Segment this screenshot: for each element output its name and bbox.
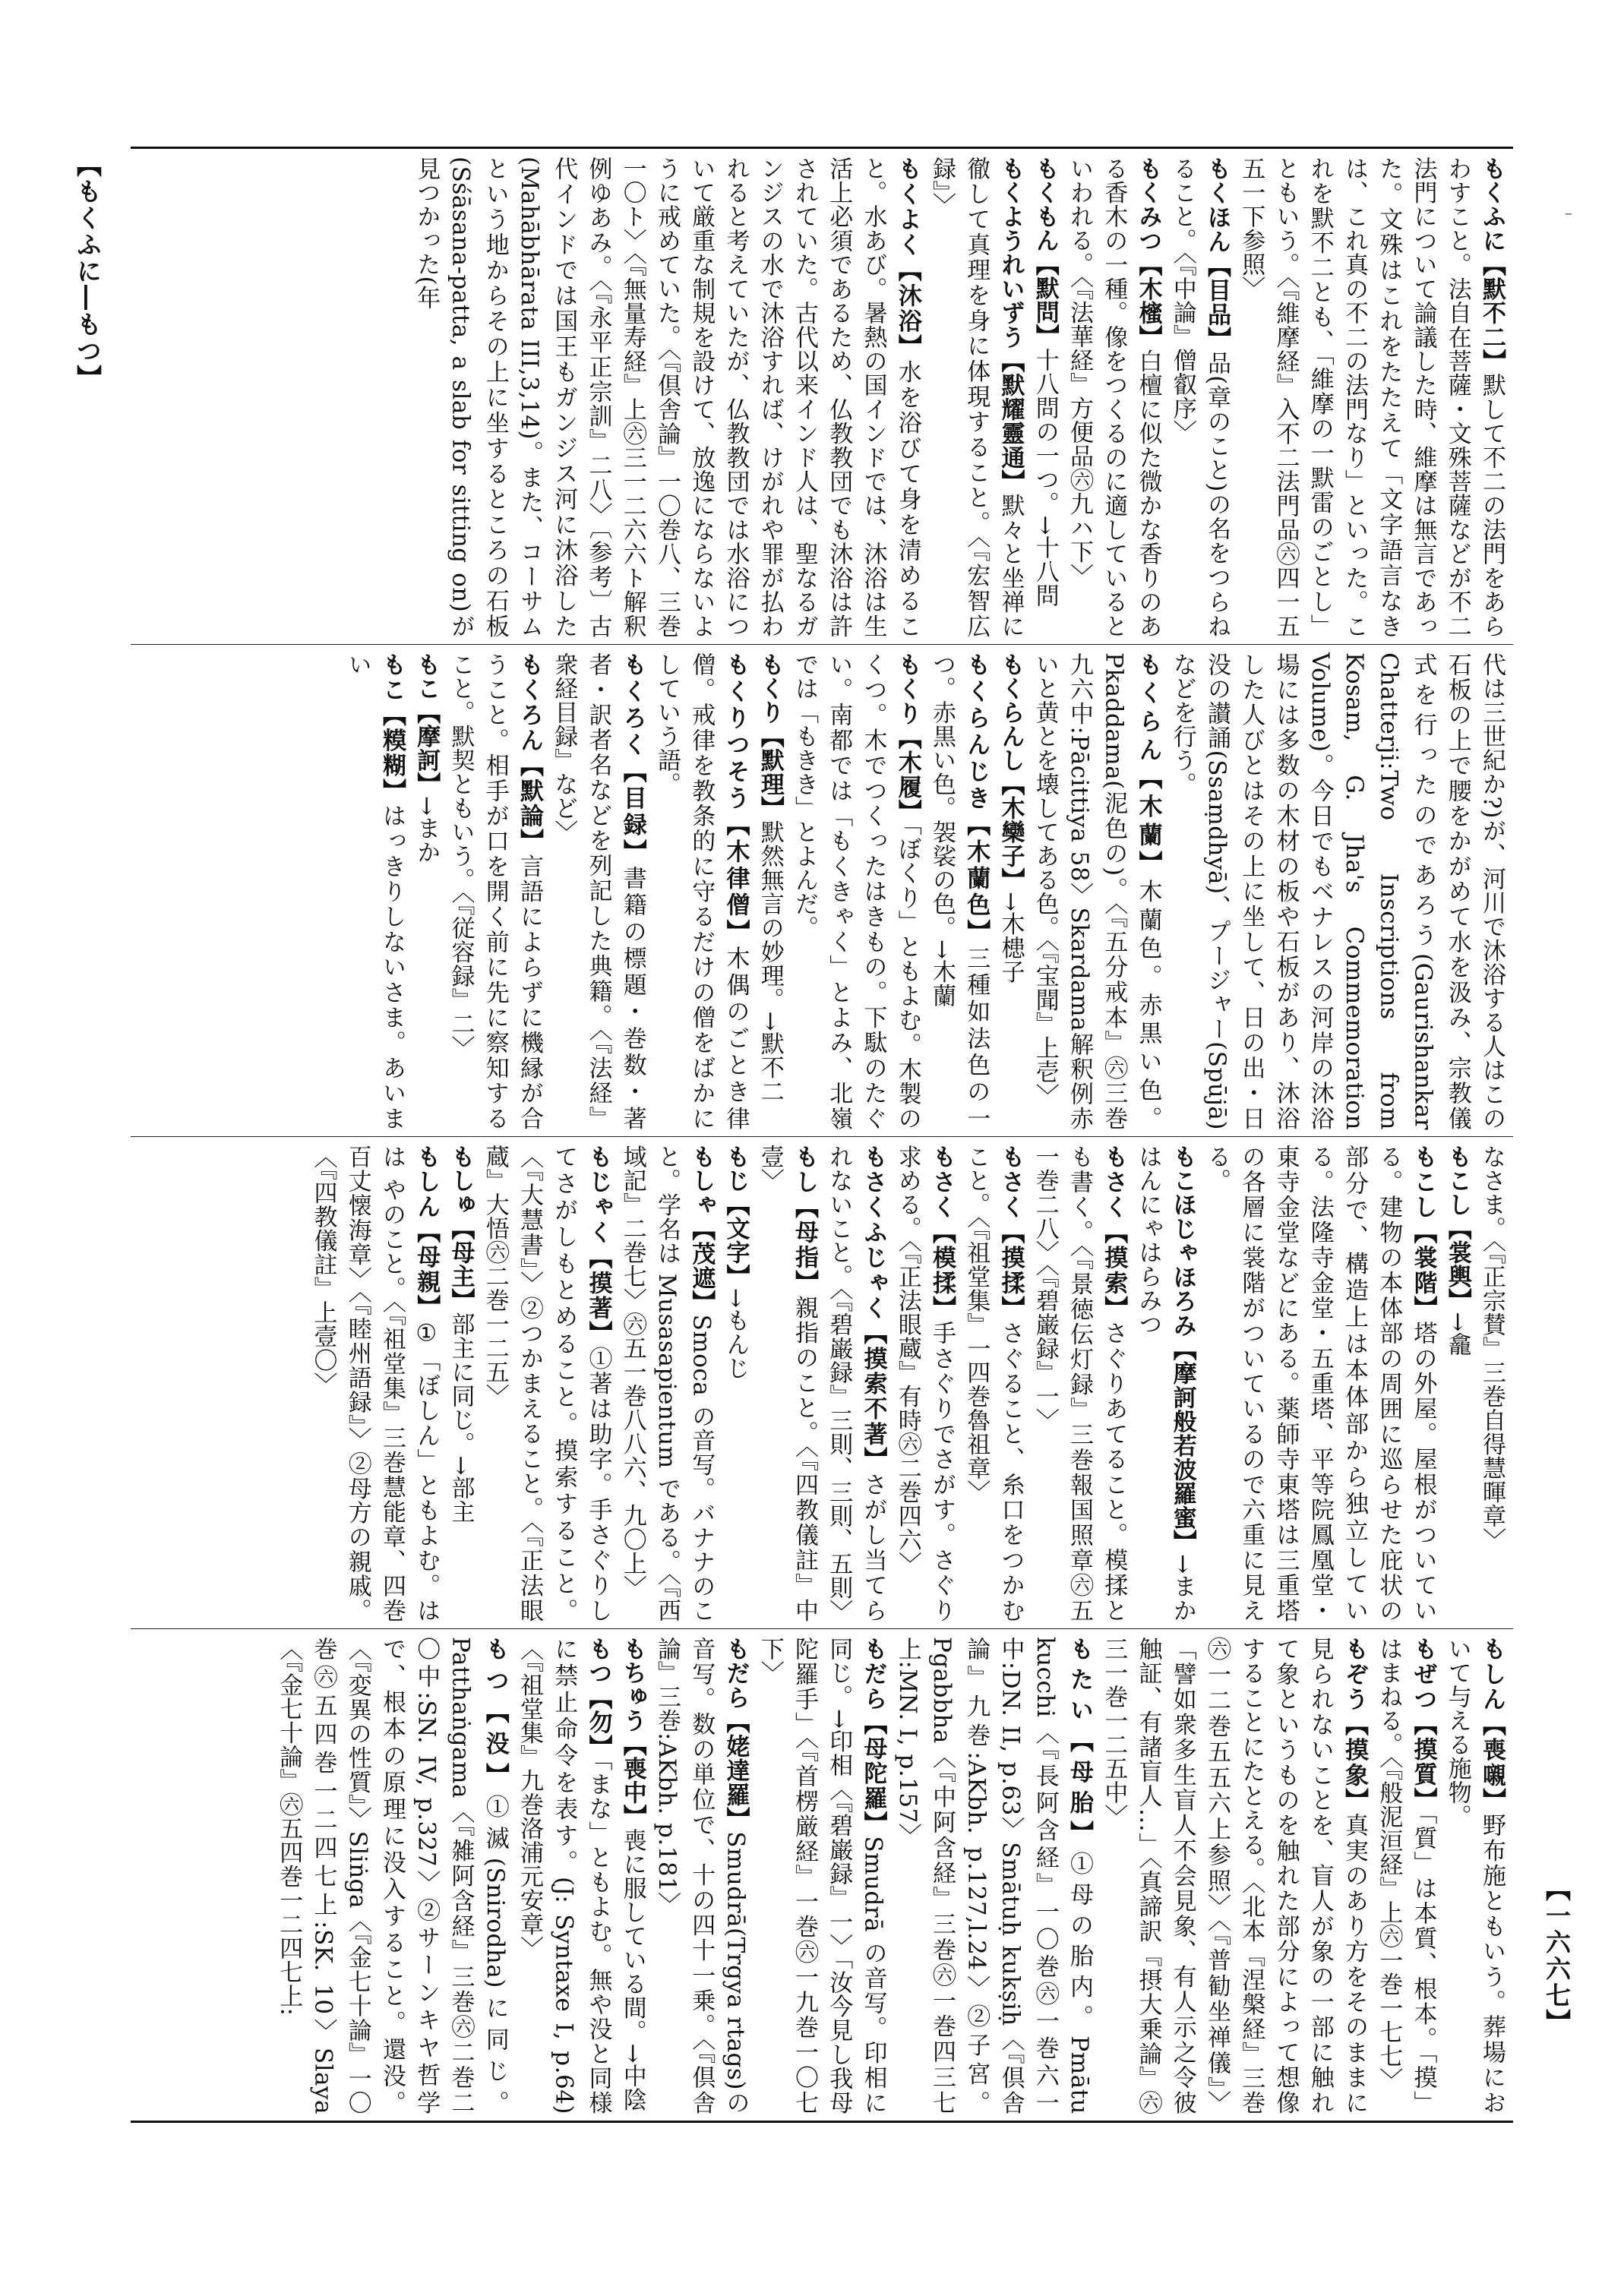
entry bbox=[1130, 1145, 1199, 1622]
headword: もこ【糢糊】 bbox=[378, 652, 406, 804]
entry bbox=[1028, 1145, 1131, 1622]
headword: もくよく【沐浴】 bbox=[893, 156, 921, 360]
entry bbox=[305, 1145, 443, 1622]
entry bbox=[409, 652, 443, 1130]
entry bbox=[615, 1637, 649, 2114]
entry bbox=[478, 1145, 615, 1622]
headword: もくり【木履】 bbox=[893, 652, 921, 824]
entry bbox=[1440, 1145, 1474, 1622]
entry bbox=[443, 1145, 477, 1622]
headword: もくろん【默論】 bbox=[516, 652, 543, 854]
entry bbox=[787, 652, 924, 1130]
entry bbox=[340, 652, 409, 1130]
entry bbox=[1371, 1637, 1440, 2114]
definition: はっきりしないさま。あいまい bbox=[343, 652, 406, 1131]
definition: ①著は助字。手さぐりしてさがしもとめること。摸索すること。〈『大慧書』〉②つかまえること。〈『正法眼蔵』大悟㊅二巻一二五〉 bbox=[481, 1145, 612, 1623]
headword: もぞう【摸象】 bbox=[1341, 1637, 1368, 1814]
entry bbox=[1062, 156, 1165, 638]
definition: 默々と坐禅に徹して真理を身に体現すること。〈『宏智広録』〉 bbox=[928, 156, 1025, 639]
headword: もこし【裳階】 bbox=[1409, 1145, 1437, 1322]
definition: 言語によらずに機縁が合うこと。相手が口を開く前に先に察知すること。默契ともいう。〈『従容録』二〉 bbox=[447, 652, 543, 1131]
tier-3 bbox=[131, 1136, 1513, 1628]
definition: 木偶のごとき律僧。戒律を教条的に守るだけの僧をばかにしていう語。 bbox=[653, 652, 750, 1131]
entry bbox=[1474, 1145, 1509, 1622]
entry bbox=[718, 1145, 752, 1622]
definition: 「質」は本質、根本。「摸」はまねる。〈『般泥洹経』上㊅一巻一七七〉 bbox=[1375, 1637, 1437, 2115]
definition: さぐりあてること。模揉とも書く。〈『景徳伝灯録』三巻報国照章㊅五一巻二八〉〈『碧巌録』一〉 bbox=[1031, 1145, 1128, 1623]
headword: もさく【模揉】 bbox=[928, 1145, 956, 1322]
definition: 「ぼくり」ともよむ。木製のくつ。木でつくったはきもの。下駄のたぐい。南都では「もくきゃく」とよみ、北嶺では「もきき」とよんだ。 bbox=[791, 652, 921, 1131]
entry bbox=[649, 652, 753, 1130]
entry bbox=[409, 156, 924, 638]
definition: Smudrā(Trgya rtags)の音写。数の単位で、十の四十一乗。〈『倶舎論』三巻:AKbh. p.181〉 bbox=[653, 1637, 750, 2115]
entry bbox=[890, 1637, 1097, 2114]
headword: もし【母指】 bbox=[791, 1145, 818, 1296]
definition: 十八問の一つ。→十八問 bbox=[1031, 348, 1059, 608]
definition: Smudrā の音写。印相に同じ。→印相〈『碧巌録』一〉「汝今見し我母陀羅手」〈『首楞厳経』一巻㊅一九巻一〇七下〉 bbox=[756, 1637, 887, 2114]
definition: 木蘭色。赤黒い色。Pkaddama(泥色の)。〈『五分戒本』㊅三巻九六中:Pācittiya 58〉Skardama解釈例赤いと黄とを壊してある色。〈『宝聞』上壱〉 bbox=[1031, 652, 1162, 1130]
definition: 部主に同じ。→部主 bbox=[447, 1312, 475, 1524]
definition: →龕 bbox=[1443, 1312, 1471, 1356]
headword: もくみつ【木櫁】 bbox=[1134, 156, 1162, 349]
definition: 「まな」ともよむ。無や没と同様に禁止命令を表す。(J: Syntaxe I, p.64)〈『祖堂集』九巻洛浦元安章〉 bbox=[516, 1637, 612, 2115]
headword: もくらん【木蘭】 bbox=[1134, 652, 1162, 880]
definition: 默然無言の妙理。→默不二 bbox=[756, 820, 784, 1104]
tier-3-text bbox=[301, 1137, 1513, 1628]
definition: さぐること、糸口をつかむこと。〈『祖堂集』一四巻魯祖章〉 bbox=[962, 1145, 1025, 1623]
entry bbox=[443, 652, 546, 1130]
entry bbox=[1199, 1145, 1440, 1622]
entry bbox=[821, 1145, 890, 1622]
headword: もくろく【目録】 bbox=[618, 652, 646, 867]
entry bbox=[1028, 652, 1165, 1130]
headword: もしゃ【茂遮】 bbox=[687, 1145, 716, 1315]
definition: ①「ぼしん」ともよむ。はは やのこと。〈『祖堂集』三巻慧能章、四巻百丈懐海章〉〈『睦州語録』〉②母方の親戚。〈『四教儀註』上壹〇〉 bbox=[309, 1145, 441, 1623]
definition: さがし当てられないこと。〈『碧巌録』三則、三則、五則〉 bbox=[825, 1145, 887, 1624]
tier-1-text bbox=[404, 149, 1513, 644]
definition: なさま。〈『正宗賛』三巻自得慧暉章〉 bbox=[1478, 1145, 1506, 1552]
headword: もつ【勿】 bbox=[584, 1637, 612, 1760]
tier-1 bbox=[131, 149, 1513, 644]
definition: ①母の胎内。Pmātu kucchi〈『長阿含経』一〇巻㊅一巻六一中:DN. II, p.63〉Smātuḥ kukṣiḥ〈『倶舎論』九巻:AKbh. p.127,l.24〉②子宮。Pgabbha〈『中阿含経』三巻㊅一巻四三七上:MN. I, p.157〉 bbox=[893, 1637, 1093, 2114]
entry bbox=[512, 1637, 615, 2114]
entry bbox=[1096, 1637, 1371, 2114]
definition: 親指のこと。〈『四教儀註』中壹〉 bbox=[756, 1145, 818, 1623]
headword: もくもん【默問】 bbox=[1031, 156, 1059, 348]
headword: もしん【喪嚫】 bbox=[1478, 1637, 1506, 1814]
edge-tick-mark: – bbox=[1565, 204, 1572, 222]
entry bbox=[1165, 156, 1234, 638]
headword: もだら【母陀羅】 bbox=[859, 1637, 887, 1836]
headword: もくふに【默不二】 bbox=[1478, 156, 1506, 374]
dictionary-page bbox=[131, 147, 1513, 2123]
tier-2-text bbox=[336, 645, 1514, 1136]
entry bbox=[271, 1637, 512, 2114]
entry bbox=[1440, 1637, 1509, 2114]
entry bbox=[924, 156, 1028, 638]
entry bbox=[1028, 156, 1062, 638]
headword: もさく【摸索】 bbox=[1100, 1145, 1128, 1322]
entry bbox=[615, 1145, 719, 1622]
definition: ①滅(Snirodha)に同じ。Patthaṅgama〈『雑阿含経』三巻㊅二巻二〇中:SN. IV, p.327〉②サーンキヤ哲学で、根本の原理に没入すること。還没。〈『変異の性質』〉Sliṅga〈『金七十論』一〇巻㊅五四巻一二四七上:SK. 10〉Slaya〈『金七十論』㊅五四巻一二四七上: bbox=[275, 1637, 509, 2114]
entry bbox=[753, 1637, 890, 2114]
definition: 塔の外屋。屋根がついている。建物の本体部の周囲に巡らせた庇状の部分で、構造上は本体部から独立している。法隆寺金堂・五重塔、平等院鳳凰堂・東寺金堂などにある。薬師寺東塔は三重塔の各層に裳階がついているので六重に見える。 bbox=[1203, 1145, 1437, 1623]
entry bbox=[546, 652, 649, 1130]
entry bbox=[753, 652, 787, 1130]
definition: Smoca の音写。バナナのこと。学名は Musasapientum である。〈『西域記』二巻七〉㊅五一巻八八六、九〇上〉 bbox=[618, 1145, 716, 1622]
entry bbox=[924, 652, 994, 1130]
definition: →まかはんにゃはらみつ bbox=[1134, 1145, 1196, 1622]
section-header: 【もくふに―もつ】 bbox=[73, 152, 103, 391]
headword: もさくふじゃく【摸索不著】 bbox=[859, 1145, 887, 1473]
headword: もたい【母胎】 bbox=[1066, 1637, 1093, 1852]
headword: もじ【文字】 bbox=[722, 1145, 750, 1288]
headword: もしん【母親】 bbox=[412, 1145, 441, 1320]
entry bbox=[890, 1145, 959, 1622]
entry bbox=[1165, 652, 1509, 1130]
entry bbox=[993, 652, 1027, 1130]
tier-2 bbox=[131, 644, 1513, 1136]
entry bbox=[753, 1145, 822, 1622]
definition: →まか bbox=[412, 796, 441, 864]
page-number: 【一六六七】 bbox=[1542, 1876, 1572, 2035]
entry bbox=[959, 1145, 1028, 1622]
definition: 喪に服している間。→中陰 bbox=[618, 1828, 646, 2111]
headword: もこし【裳輿】 bbox=[1443, 1145, 1471, 1312]
definition: 品(章のこと)の名をつらねること。〈『中論』僧叡序〉 bbox=[1168, 156, 1231, 638]
headword: もつ【没】 bbox=[481, 1637, 509, 1795]
headword: もくようれいずう【默耀靈通】 bbox=[997, 156, 1025, 494]
headword: もこ【摩訶】 bbox=[412, 652, 441, 796]
headword: もこほじゃほろみ【摩訶般若波羅蜜】 bbox=[1168, 1145, 1196, 1555]
definition: →もんじ bbox=[722, 1288, 750, 1380]
headword: もくらんし【木欒子】 bbox=[997, 652, 1025, 892]
headword: もちゅう【喪中】 bbox=[618, 1637, 646, 1828]
definition: 白檀に似た微かな香りのある香木の一種。像をつくるのに適しているといわれる。〈『法華経』方便品㊅九ハ下〉 bbox=[1066, 156, 1162, 639]
headword: もくりつそう【木律僧】 bbox=[722, 652, 750, 946]
definition: 水を浴びて身を清めること。水あび。暑熱の国インドでは、沐浴は生活上必須であるため、仏教教団でも沐浴は許されていた。古代以来インド人は、聖なるガンジスの水で沐浴すれば、けがれや罪が払われると考えていたが、仏教教団では水浴について厳重な制規を設けて、放逸にならないように戒めていた。〈『倶舎論』一〇巻八、三巻一〇ト〉〈『無量寿経』上㊅三一二六六ト解釈例ゆあみ。〈『永平正宗訓』二八〉〔参考〕古代インドでは国王もガンジス河に沐浴した(Mahābhārata III,3,14)。また、コーサムという地からその上に坐するところの石板(Sśāsana-patta, a slab for sitting on)が見つかった(年 bbox=[412, 156, 921, 639]
definition: 三種如法色の一つ。赤黒い色。袈裟の色。→木蘭 bbox=[928, 652, 991, 1131]
headword: もぜつ【摸質】 bbox=[1409, 1637, 1437, 1813]
headword: もしゅ【母主】 bbox=[447, 1145, 475, 1312]
headword: もさく【摸揉】 bbox=[997, 1145, 1025, 1322]
definition: 默して不二の法門をあらわすこと。法自在菩薩・文殊菩薩などが不二法門について論議した時、維摩は無言であった。文殊はこれをたたえて「文字語言なきは、これ真の不二の法門なり」といった。これを默不二とも、「維摩の一默雷のごとし」ともいう。〈『維摩経』入不二法門品㊅四一五五一下参照〉 bbox=[1237, 156, 1506, 639]
headword: もだら【姥達羅】 bbox=[722, 1637, 750, 1832]
headword: もくほん【目品】 bbox=[1203, 156, 1231, 352]
headword: もくり【默理】 bbox=[756, 652, 784, 820]
definition: 野布施ともいう。葬場において与える施物。 bbox=[1443, 1637, 1506, 2115]
definition: 手さぐりでさがす。さぐり求める。〈『正法眼蔵』有時㊅二巻四六〉 bbox=[893, 1145, 956, 1623]
definition: 書籍の標題・巻数・著者・訳者名などを列記した典籍。〈『法経』衆経目録』など〉 bbox=[550, 652, 646, 1131]
entry bbox=[649, 1637, 753, 2114]
definition: →木槵子 bbox=[997, 892, 1025, 984]
definition: 真実のあり方をそのままに見られないことを、盲人が象の一部に触れて象というものを触れた部分によって想像することにたとえる。〈北本『涅槃経』三巻㊅一二巻五五六上参照〉〈『普勧坐禅儀』〉「譬如衆多生盲人不会見象、有人示之令彼触証、有諸盲人…」〈真諦訳『摂大乗論』㊅三一巻一二五中〉 bbox=[1100, 1637, 1368, 2115]
headword: もくらんじき【木蘭色】 bbox=[962, 652, 991, 946]
tier-4-text bbox=[267, 1629, 1513, 2121]
definition: 代は三世紀か?)が、河川で沐浴する人はこの石板の上で腰をかがめて水を汲み、宗教儀式を行ったのであろう(Gaurishankar Chatterji:Two Inscriptions from Kosam, G. Jha's Commemoration Volume)。今日でもベナレスの河岸の沐浴場には多数の木材の板や石板があり、沐浴した人びとはその上に坐して、日の出・日没の讃誦(Ssaṃdhyā)、プージャー(Spūjā)などを行う。 bbox=[1168, 652, 1506, 1131]
tier-4 bbox=[131, 1628, 1513, 2121]
headword: もじゃく【摸著】 bbox=[584, 1145, 612, 1347]
entry bbox=[1234, 156, 1509, 638]
